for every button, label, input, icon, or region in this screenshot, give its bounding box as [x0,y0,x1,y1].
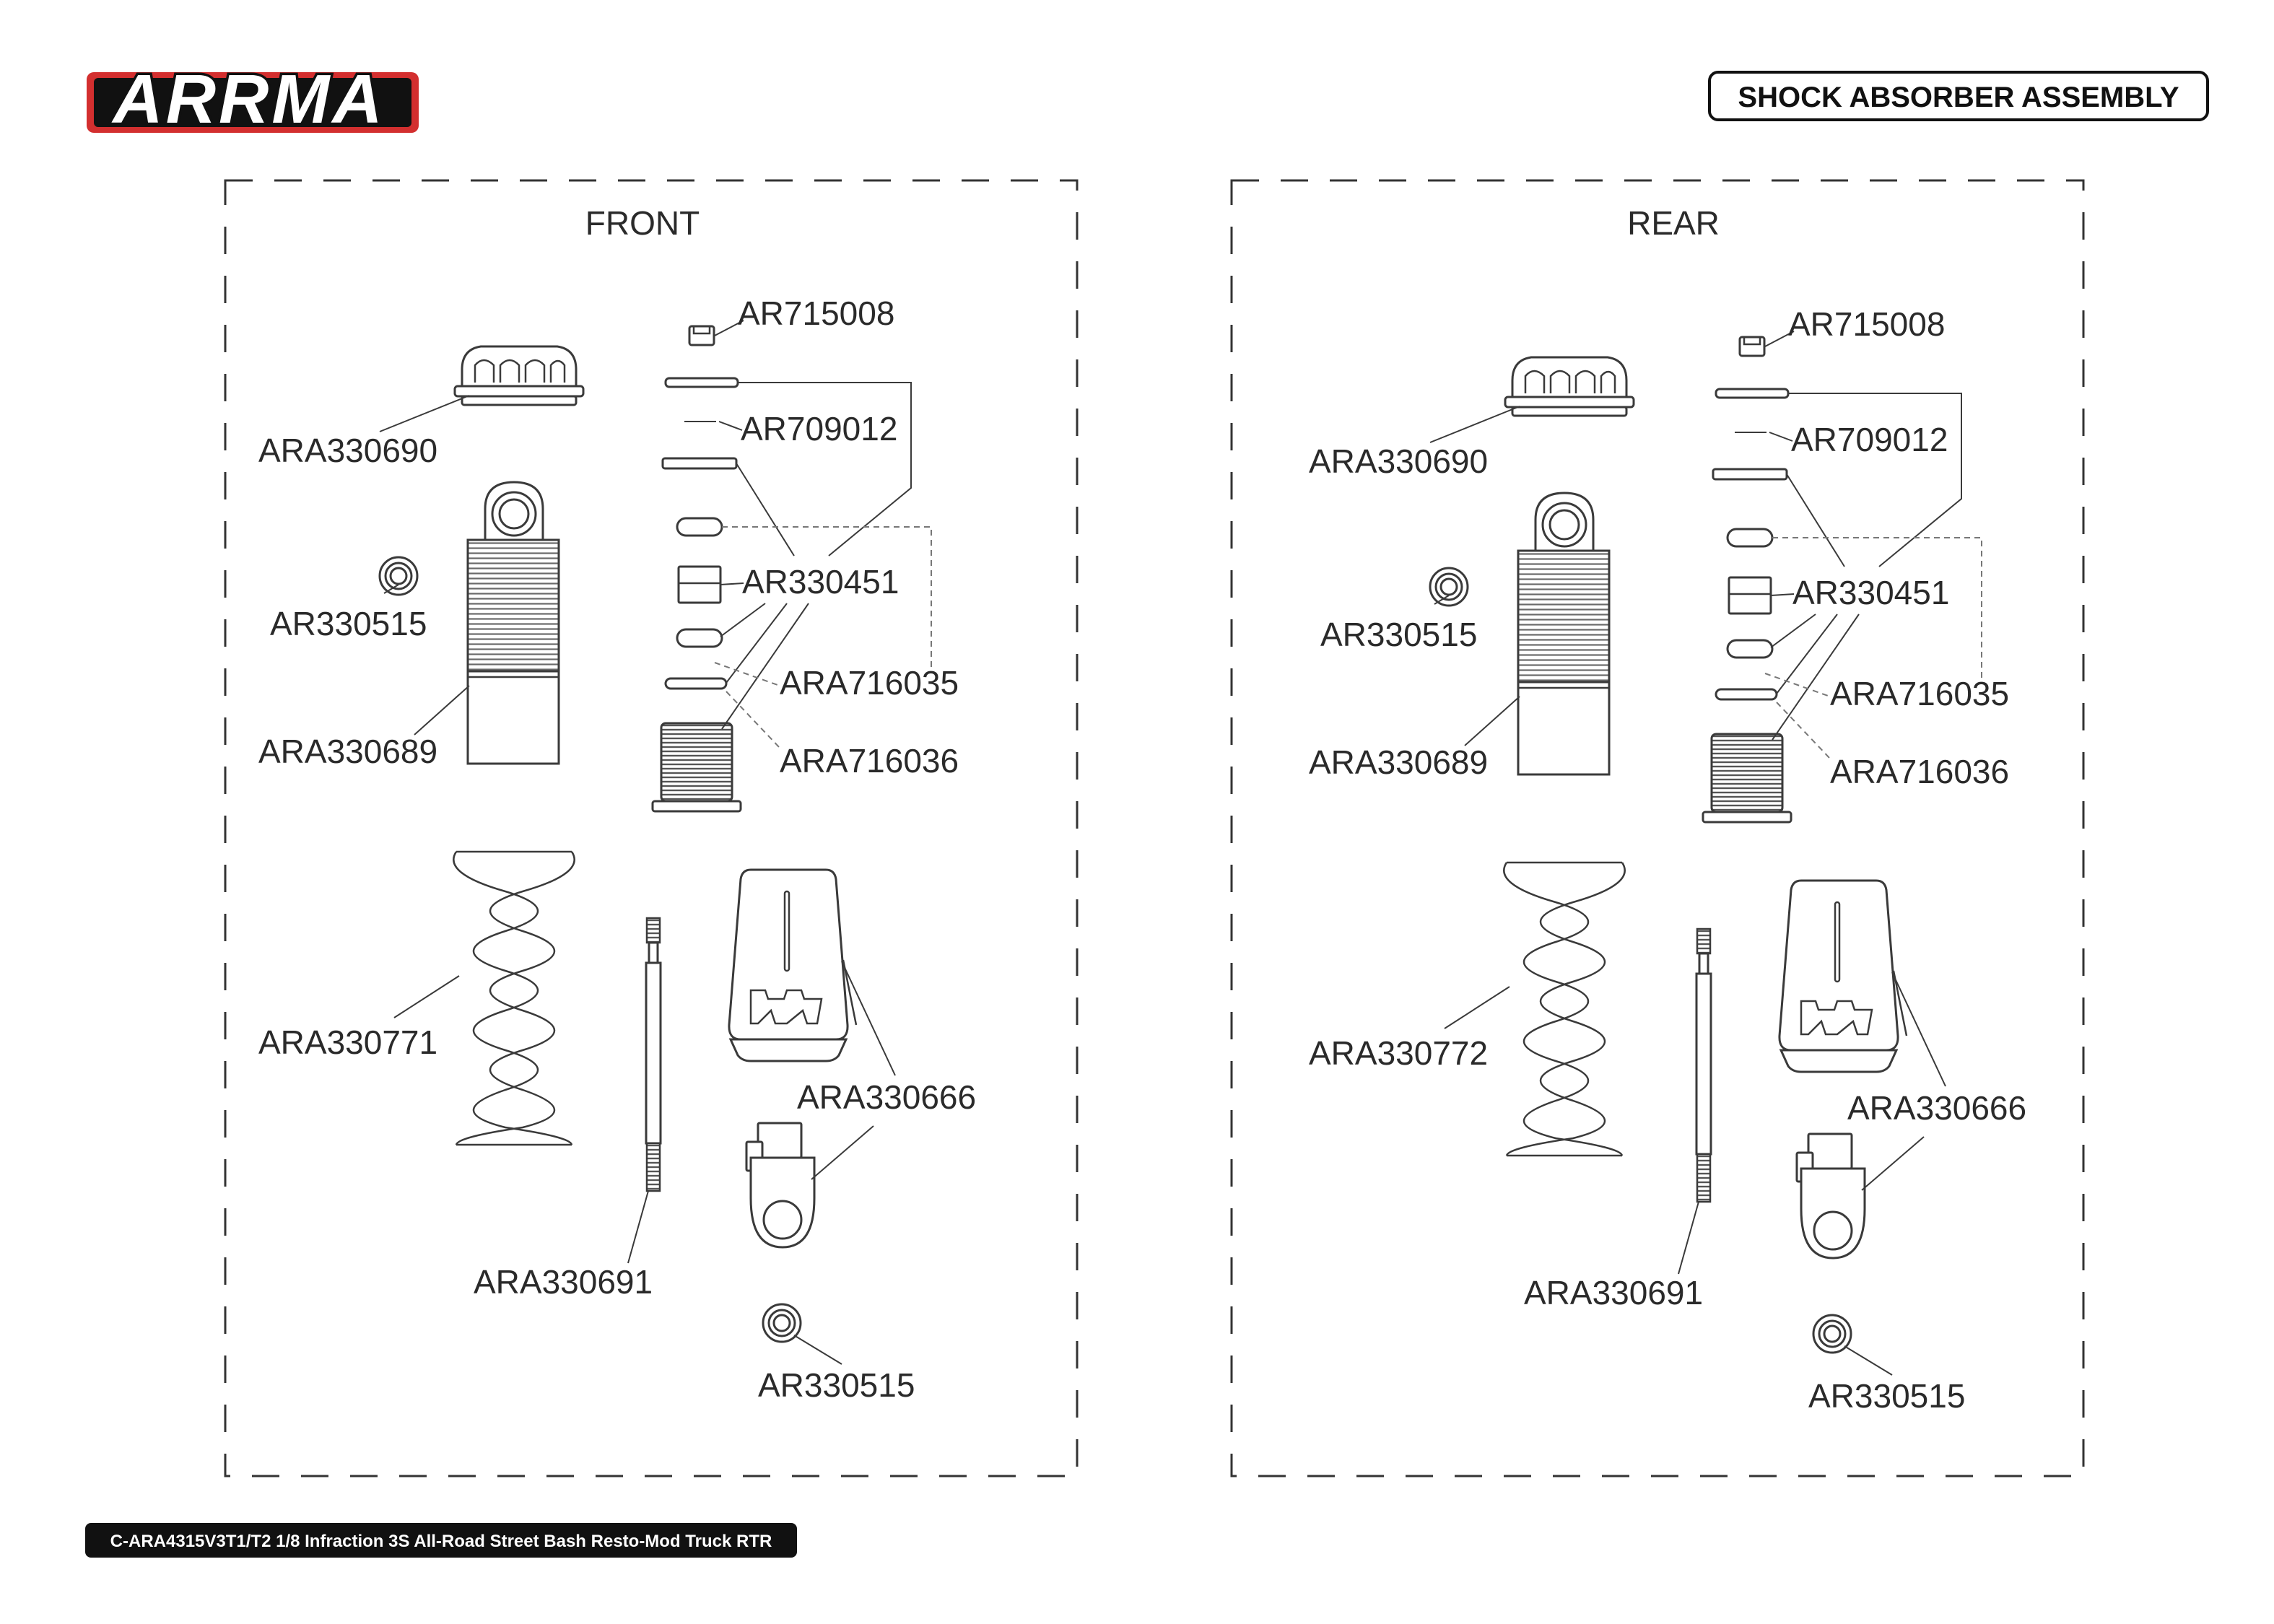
rear-label-guide-a: ARA716035 [1830,675,2010,712]
rear-label-oring: AR709012 [1791,421,1948,458]
header-title-box [1709,72,2208,120]
rear-label-shaft: ARA330691 [1524,1274,1704,1311]
rear-label-spring-cup: ARA330666 [1847,1089,2027,1127]
front-label-cap: ARA330690 [258,432,438,469]
front-label-seal-kit: AR330451 [742,563,899,601]
rear-label-nut: AR715008 [1788,305,1946,343]
front-label-body: ARA330689 [258,733,438,770]
front-label-oring: AR709012 [741,410,898,448]
rear-panel-title: REAR [1627,204,1720,242]
footer-bar [85,1523,797,1558]
front-label-nut: AR715008 [738,294,895,332]
front-label-spring: ARA330771 [258,1023,438,1061]
page-title: SHOCK ABSORBER ASSEMBLY [1738,82,2179,113]
rear-label-cap: ARA330690 [1309,442,1489,480]
front-label-guide-a: ARA716035 [780,664,959,702]
arrma-logo-text: ARRMA [113,61,385,138]
front-label-shaft: ARA330691 [474,1263,653,1301]
rear-label-spring: ARA330772 [1309,1034,1489,1072]
arrma-logo [87,61,419,138]
rear-label-bearing-top: AR330515 [1320,616,1478,653]
rear-label-bearing-bottom: AR330515 [1808,1377,1966,1415]
footer-model-text: C-ARA4315V3T1/T2 1/8 Infraction 3S All-Road Street Bash Resto-Mod Truck RTR [110,1532,772,1551]
front-label-bearing-top: AR330515 [270,605,427,642]
rear-label-seal-kit: AR330451 [1792,574,1950,611]
rear-label-body: ARA330689 [1309,743,1489,781]
front-label-spring-cup: ARA330666 [797,1078,977,1116]
rear-panel [1232,180,2083,1476]
rear-label-guide-b: ARA716036 [1830,753,2010,790]
front-label-guide-b: ARA716036 [780,742,959,780]
front-panel-title: FRONT [585,204,700,242]
front-label-bearing-bottom: AR330515 [758,1366,915,1404]
front-panel [225,180,1077,1476]
